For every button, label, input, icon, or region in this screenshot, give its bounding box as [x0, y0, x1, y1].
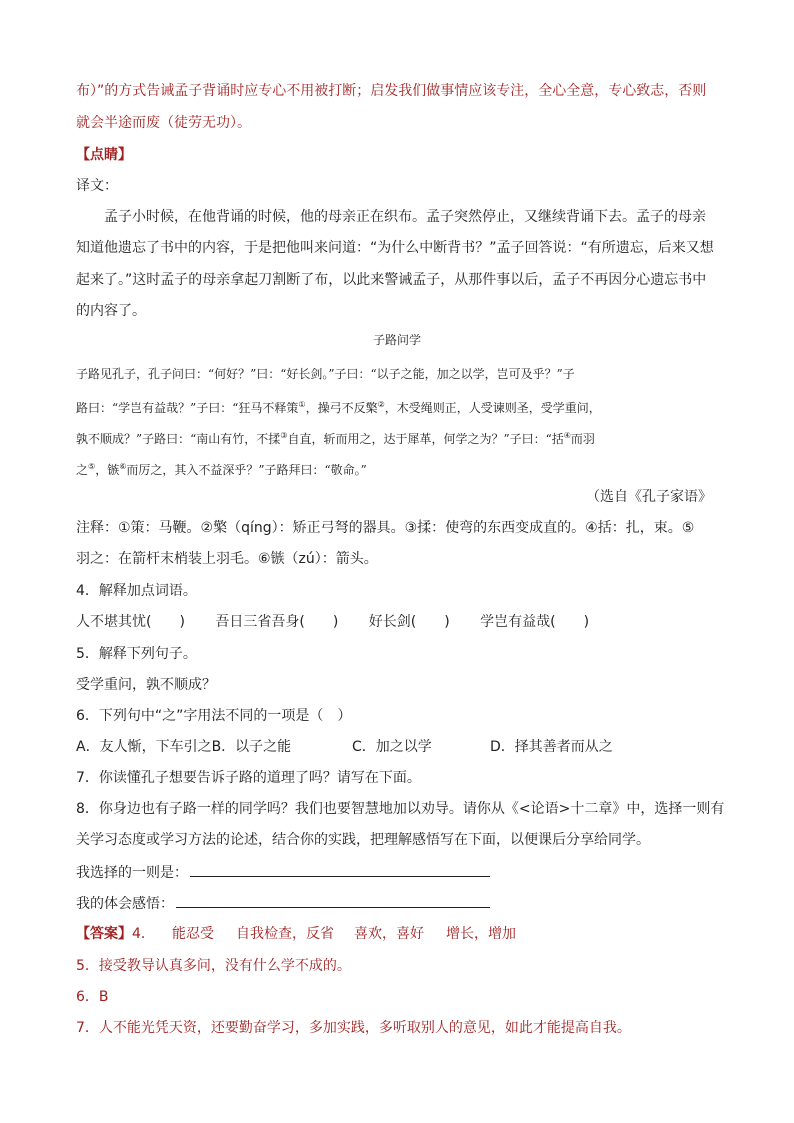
- passage-line-3: [76, 426, 595, 449]
- q8-feel-label: 我的体会感悟：: [76, 896, 174, 912]
- passage-source: （选自《孔子家语》: [586, 489, 712, 505]
- passage-line-4-c: 而厉之，其入不益深乎？”子路拜曰：“敬命。”: [126, 463, 367, 477]
- q8-choose-row: [76, 862, 490, 883]
- passage-line-1: 子路见孔子，孔子问曰：“何好？”曰：“好长剑。”子曰：“以子之能，加之以学，岂可及乎？”子: [76, 367, 575, 381]
- q4-item-1[interactable]: 人不堪其忧( ): [76, 614, 185, 630]
- answer-7: 7．人不能光凭天资，还要勤奋学习，多加实践，多听取别人的意见，如此才能提高自我。: [76, 1020, 631, 1036]
- q8-stem-line-2: 关学习态度或学习方法的论述，结合你的实践，把理解感悟写在下面，以便课后分享给同学。: [76, 832, 650, 848]
- intro-line-2: 就会半途而废（徒劳无功）。: [76, 115, 251, 131]
- q8-choose-blank[interactable]: [190, 862, 490, 877]
- answer-4-3: 喜欢，喜好: [354, 926, 424, 942]
- q4-item-2[interactable]: 吾日三省吾身( ): [215, 614, 339, 630]
- q6-option-b[interactable]: B．以子之能: [211, 739, 292, 755]
- dianjing-label: 【点睛】: [76, 147, 132, 163]
- q6-stem: 6．下列句中“之”字用法不同的一项是（ ）: [76, 708, 352, 724]
- answer-4-4: 增长，增加: [446, 926, 516, 942]
- q6-option-c[interactable]: C．加之以学: [352, 739, 432, 755]
- translation-line-4: 的内容了。: [76, 303, 146, 319]
- answer-4-row: [76, 924, 516, 944]
- answer-4-1: 能忍受: [172, 926, 214, 942]
- notes-line-1: 注释：①策：马鞭。②檠（qíng）：矫正弓弩的器具。③揉：使弯的东西变成直的。④括：扎，束。⑤: [76, 520, 695, 536]
- passage-line-4-a: 之: [76, 463, 89, 477]
- answer-label: 【答案】: [76, 926, 132, 942]
- note-ref-2: ②: [377, 400, 385, 409]
- intro-line-1: 布）”的方式告诫孟子背诵时应专心不用被打断；启发我们做事情应该专注，全心全意，专心致志，否则: [76, 83, 707, 99]
- q6-options: [76, 737, 613, 757]
- passage-line-2: [76, 395, 601, 418]
- passage-line-3-a: 孰不顺成？”子路曰：“南山有竹，不揉: [76, 432, 281, 446]
- q7-stem: 7．你读懂孔子想要告诉子路的道理了吗？请写在下面。: [76, 770, 421, 786]
- q5-stem: 5．解释下列句子。: [76, 646, 197, 662]
- q4-item-3[interactable]: 好长剑( ): [368, 614, 450, 630]
- note-ref-3: ③: [280, 431, 288, 440]
- translation-line-3: 起来了。”这时孟子的母亲拿起刀割断了布，以此来警诫孟子，从那件事以后，孟子不再因分心遗忘书中: [76, 272, 707, 288]
- q8-feel-row: [76, 893, 490, 914]
- q5-sentence: 受学重问，孰不顺成？: [76, 677, 216, 693]
- q6-option-d[interactable]: D．择其善者而从之: [490, 739, 613, 755]
- answer-6: 6．B: [76, 989, 109, 1005]
- q4-items: [76, 612, 615, 632]
- translation-line-2: 知道他遗忘了书中的内容，于是把他叫来问道：“为什么中断背书？”孟子回答说：“有所遗忘，后来又想: [76, 240, 714, 256]
- passage-line-2-c: ，木受绳则正，人受谏则圣，受学重问，: [384, 401, 601, 415]
- q4-item-4[interactable]: 学岂有益哉( ): [480, 614, 590, 630]
- notes-line-2: 羽之：在箭杆末梢装上羽毛。⑥镞（zú）：箭头。: [76, 551, 378, 567]
- q8-stem-line-1: 8．你身边也有子路一样的同学吗？我们也要智慧地加以劝导。请你从《<论语>十二章》中，选择一则有: [76, 801, 725, 817]
- answer-4-num: 4．: [132, 926, 155, 942]
- passage-line-3-c: 而羽: [570, 432, 595, 446]
- passage-line-3-b: 自直，斩而用之，达于犀革，何学之为？”子曰：“括: [287, 432, 564, 446]
- yiwen-label: 译文：: [76, 178, 118, 194]
- q8-choose-label: 我选择的一则是：: [76, 865, 188, 881]
- note-ref-6: ⑥: [119, 462, 127, 471]
- translation-line-1: 孟子小时候，在他背诵的时候，他的母亲正在织布。孟子突然停止，又继续背诵下去。孟子的母亲: [104, 209, 706, 225]
- answer-4-2: 自我检查，反省: [236, 926, 334, 942]
- note-ref-5: ⑤: [88, 462, 96, 471]
- passage-line-4: [76, 457, 367, 480]
- answer-5: 5．接受教导认真多问，没有什么学不成的。: [76, 958, 351, 974]
- passage-line-2-a: 路曰：“学岂有益哉？”子曰：“狂马不释策: [76, 401, 299, 415]
- note-ref-1: ①: [298, 400, 306, 409]
- passage-title: 子路问学: [372, 333, 421, 347]
- q4-stem: 4．解释加点词语。: [76, 583, 197, 599]
- q8-feel-blank[interactable]: [176, 893, 490, 908]
- passage-line-4-b: ，镞: [95, 463, 120, 477]
- q6-option-a[interactable]: A．友人惭，下车引之: [76, 739, 212, 755]
- passage-line-2-b: ，操弓不反檠: [305, 401, 378, 415]
- note-ref-4: ④: [563, 431, 571, 440]
